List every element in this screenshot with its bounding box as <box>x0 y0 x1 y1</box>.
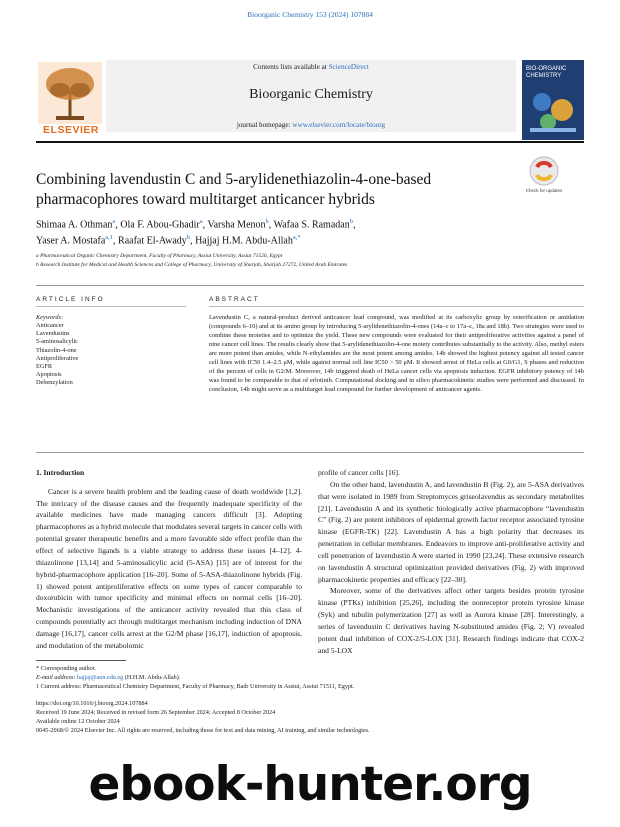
intro-heading: 1. Introduction <box>36 468 85 477</box>
author-affil-marker[interactable]: a <box>199 218 203 225</box>
cover-title: BIO-ORGANIC CHEMISTRY <box>526 66 567 79</box>
email-suffix: (H.H.M. Abdu-Allah). <box>123 674 181 681</box>
watermark-text: ebook-hunter.org <box>88 757 532 812</box>
section-rule <box>36 285 584 286</box>
author-affil-marker[interactable]: a <box>112 218 116 225</box>
author-name[interactable]: Hajjaj H.M. Abdu-Allah <box>195 235 293 247</box>
check-for-updates-icon[interactable] <box>528 155 560 187</box>
affiliation-b: b Research Institute for Medical and Health Sciences and College of Pharmacy, University of Sharjah, Sharjah 27272, United Arab Emirates <box>36 262 348 268</box>
abstract-text: Lavendustin C, a natural-product derived anticancer lead compound, was modified at its carboxylic group by esterification or amidation (compounds 6–10) and at its amino group by introducing 5-arylidenethiazolin-4-ones (14a–c to 17a–c, 18a and 18b). Two strategies were used to combine these moieties and to optimize the yield. These new compounds were evaluated for their antiproliferative activities against a panel of nine cancer cell lines. The results clearly show that 5-arylidenethiazolin-4-one moiety contributes substantially to the activity. Also, methyl esters are more potent than amides, while N-ethylamides are the most potent among amides. 14b showed the highest potency against all tested cancer cell lines with IC50 1.4–2.5 μM, while against normal cell line IC50 > 50 μM. It showed arrest of HeLa cells at G0/G1, S phases and reduction of the percent of cells in G2/M. Moreover, 14b triggered death of HeLa cancer cells via apoptosis induction. EGFR inhibitory potency of 14b was found to be comparable to that of erlotinib. Computational docking and in silico pharmacokinetic studies were performed and discussed. In conclusion, 14b might serve as a multitarget lead compound for further development of anticancer agents. <box>209 314 584 394</box>
author-list: Shimaa A. Othman$^a$, Ola F. Abou-Ghadir$^a$, Varsha Menon$^b$, Wafaa S. Ramadan$^b$, Yaser A. Mostafa$^{a,1}$, Raafat El-Awady$^b$, Hajjaj H.M. Abdu-Allah$^{a,*}$ <box>36 218 356 247</box>
footnote-email <box>36 674 584 681</box>
footnote-corresponding: * Corresponding author. <box>36 665 96 672</box>
author-name[interactable]: Shimaa A. Othman <box>36 219 113 231</box>
email-link[interactable]: hajjaj@aun.edu.eg <box>77 674 124 681</box>
article-title: Combining lavendustin C and 5-arylidenethiazolin-4-one-based pharmacophores toward multitarget anticancer hybrids <box>36 171 432 209</box>
intro-paragraph: Moreover, some of the derivatives affect other targets besides protein tyrosine kinase (PTKs) inhibition [25,26], including the nonreceptor protein tyrosine kinase (Syk) and tubulin polymerization [27] as well as Aurora kinase [28]. Interestingly, a series of lavendustin C derivatives having N-substituted amides (Fig. 2; V) revealed potent dual inhibition of COX-2/5-LOX [31]. Research findings indicate that COX-2 and 5-LOX <box>318 586 584 655</box>
article-info-heading: ARTICLE INFO <box>36 296 105 303</box>
check-for-updates-label[interactable]: Check for updates <box>525 188 563 193</box>
author-name[interactable]: Varsha Menon <box>207 219 266 231</box>
homepage-link[interactable]: www.elsevier.com/locate/bioorg <box>292 121 386 129</box>
received-dates: Received 19 June 2024; Received in revised form 26 September 2024; Accepted 8 October 2024 <box>36 709 276 716</box>
intro-paragraph: profile of cancer cells [16]. <box>318 468 400 477</box>
keyword: Apoptosis <box>36 371 62 379</box>
article-info-rule <box>36 306 186 307</box>
keyword: Thiazolin-4-one <box>36 346 77 354</box>
keywords-label: Keywords: <box>36 314 64 321</box>
abstract-rule <box>209 306 584 307</box>
intro-paragraph: Cancer is a severe health problem and the leading cause of death worldwide [1,2]. The intricacy of the disease causes and the frequently inadequate specificity of the available medicines have made managing cancers difficult [3]. Adopting pharmacophores as a hybrid molecule that modulates several targets in cancer cells with potential greater therapeutic benefits and a more favorable side effect profile than the effect of selective ligands is a viable strategy to address these issues [4–12]. 4-thiazolinone [13,14] and 5-aminosalicylic acid (5-ASA) [15] are of interest for the hybrid-pharmacophore application [16–20]. Some of 5-ASA-thiazolinone hybrids (Fig. 1) showed potent antiproliferative effects on some types of cancer comparable to doxorubicin with tumor specificity and minimal effects on normal cells [16–20]. Mechanistic investigations of the anticancer activity revealed that this class of compounds potentially act through multitarget mechanism including induction of DNA damage [16,17], cancer cells arrest at the G2/M phase [16,17], induction of apoptosis, and modulation of the metabolomic <box>36 486 303 650</box>
online-date: Available online 12 October 2024 <box>36 718 120 725</box>
journal-homepage <box>106 121 516 129</box>
author-name[interactable]: Wafaa S. Ramadan <box>273 219 350 231</box>
footnote-rule <box>36 660 126 661</box>
footnote-current-address: 1 Current address: Pharmaceutical Chemistry Department, Faculty of Pharmacy, Badr University in Assiut, Assiut 71511, Egypt. <box>36 683 355 690</box>
intro-paragraph: On the other hand, lavendustin A, and lavendustin B (Fig. 2), are 5-ASA derivatives that were isolated in 1989 from Streptomyces griseolavendus as secondary metabolites [21]. Lavendustin A and its synthetic biologically active pharmacophore “lavendustin C” (Fig. 2) are potent inhibitors of epidermal growth factor receptor associated tyrosine kinase (EGFR-TK) [22]. Lavendustin A has a high polarity that decreases its penetration in cellular membranes. Endeavors to improve anti-proliferative activity and cell penetration of lavendustin A were started in 1990 [23,24]. These extensive research on lavendustin A structural optimization provided derivatives (Fig. 2) with improved pharmacokinetic properties and efficacy [22–30]. <box>318 479 584 584</box>
author-affil-marker[interactable]: b <box>265 218 269 225</box>
abstract-heading: ABSTRACT <box>209 296 260 303</box>
intro-left-column <box>36 467 302 652</box>
publisher-logo-text: ELSEVIER <box>43 124 99 136</box>
elsevier-tree-logo <box>38 62 102 132</box>
keyword: Antiproliferative <box>36 354 79 362</box>
contents-availability <box>106 63 516 71</box>
author-affil-marker[interactable]: a,1 <box>105 234 114 242</box>
keyword: Lavendustins <box>36 330 70 338</box>
keyword: Anticancer <box>36 322 64 329</box>
journal-cover-thumbnail[interactable] <box>522 60 584 140</box>
abstract-end-rule <box>36 452 584 453</box>
email-label: E-mail address: <box>36 674 78 681</box>
homepage-prefix: journal homepage: <box>236 121 293 129</box>
author-name[interactable]: Raafat El-Awady <box>118 235 187 247</box>
cover-artwork <box>528 88 578 134</box>
journal-title: Bioorganic Chemistry <box>249 87 373 102</box>
intro-right-column <box>318 467 584 657</box>
author-name[interactable]: Ola F. Abou-Ghadir <box>120 219 200 231</box>
keyword: 5-aminosalicylic <box>36 338 78 346</box>
doi-link[interactable]: https://doi.org/10.1016/j.bioorg.2024.107884 <box>36 700 148 707</box>
affiliation-a: a Pharmaceutical Organic Chemistry Department, Faculty of Pharmacy, Assiut University, Assiut 71526, Egypt <box>36 253 283 259</box>
contents-prefix: Contents lists available at <box>253 63 329 71</box>
header-rule <box>36 141 584 143</box>
keyword: Debenzylation <box>36 379 73 387</box>
copyright-line: 0045-2068/© 2024 Elsevier Inc. All rights are reserved, including those for text and data mining, AI training, and similar technologies. <box>36 727 370 734</box>
author-affil-marker[interactable]: b <box>349 218 353 225</box>
journal-citation[interactable]: Bioorganic Chemistry 153 (2024) 107884 <box>247 10 373 19</box>
author-affil-marker[interactable]: a,* <box>292 234 301 242</box>
author-name[interactable]: Yaser A. Mostafa <box>36 235 106 247</box>
author-affil-marker[interactable]: b <box>186 234 191 242</box>
keyword: EGFR <box>36 362 53 370</box>
sciencedirect-link[interactable]: ScienceDirect <box>328 63 369 71</box>
keyword-list <box>36 322 186 387</box>
